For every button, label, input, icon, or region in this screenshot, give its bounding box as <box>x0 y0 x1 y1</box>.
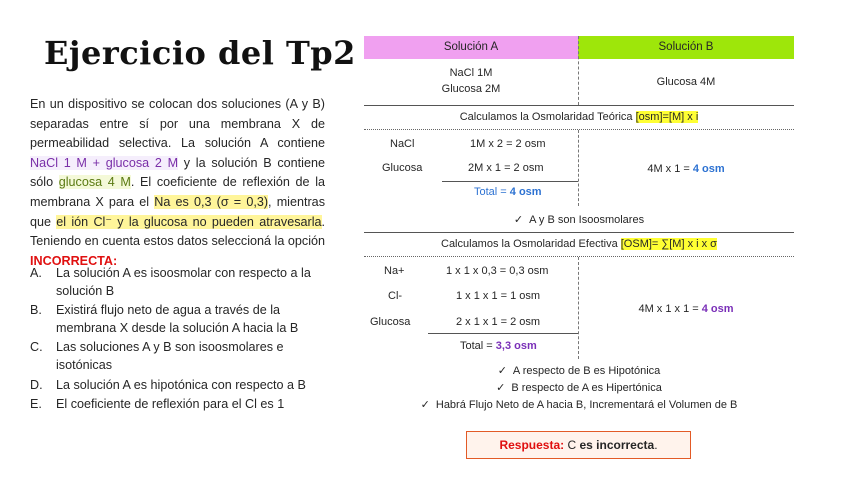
option-b: B. Existirá flujo neto de agua a través de la membrana X desde la solución A hacia la B <box>30 303 299 335</box>
eff-row-calc: 1 x 1 x 0,3 = 0,3 osm <box>446 265 549 277</box>
answer-letter: C <box>564 438 577 452</box>
isoosmolar-conclusion: ✓ A y B son Isoosmolares <box>513 214 645 226</box>
answer-label: Respuesta: <box>499 438 565 452</box>
check-icon: ✓ <box>497 365 507 377</box>
effective-title: Calculamos la Osmolaridad Efectiva [OSM]= ∑[M] x i x σ <box>441 238 717 250</box>
header-solution-a: Solución A <box>364 36 578 59</box>
option-d: D. La solución A es hipotónica con respecto a B <box>30 377 306 392</box>
solution-a-highlight: NaCl 1 M + glucosa 2 M <box>30 155 179 170</box>
option-a: A. La solución A es isoosmolar con respecto a la solución B <box>30 266 311 298</box>
na-coefficient-highlight: Na es 0,3 (σ = 0,3) <box>154 194 269 209</box>
theo-row-calc: 2M x 1 = 2 osm <box>468 162 544 174</box>
divider-line <box>364 105 794 106</box>
page-title: Ejercicio del Tp2 <box>44 34 356 72</box>
eff-row-label: Na+ <box>384 265 405 277</box>
effective-total: Total = 3,3 osm <box>460 340 537 352</box>
impermeable-highlight: el ión Cl⁻ y la glucosa no pueden atravesarla <box>56 214 322 229</box>
theoretical-title: Calculamos la Osmolaridad Teórica [osm]=[M] x i <box>459 111 699 123</box>
options-list <box>30 265 330 416</box>
theo-row-label: Glucosa <box>382 162 423 174</box>
header-solution-b: Solución B <box>578 36 794 59</box>
incorrecta-label: INCORRECTA: <box>30 253 118 268</box>
divider-line <box>364 129 794 130</box>
theoretical-formula: [osm]=[M] x i <box>635 111 699 123</box>
column-divider <box>578 36 579 105</box>
solution-b-content: Glucosa 4M <box>656 76 716 88</box>
answer-text: es incorrecta <box>576 438 655 452</box>
eff-row-calc: 1 x 1 x 1 = 1 osm <box>456 290 541 302</box>
flow-conclusion: ✓ Habrá Flujo Neto de A hacia B, Incrementará el Volumen de B <box>420 399 738 411</box>
answer-box: Respuesta: C es incorrecta. <box>466 431 691 459</box>
solution-a-line2: Glucosa 2M <box>441 83 501 95</box>
eff-row-label: Cl- <box>388 290 403 302</box>
divider-line <box>364 232 794 233</box>
theo-row-calc: 1M x 2 = 2 osm <box>470 138 546 150</box>
option-e: E. El coeficiente de reflexión para el Cl es 1 <box>30 397 285 412</box>
divider-line <box>364 256 794 257</box>
sum-line <box>428 333 578 334</box>
eff-row-label: Glucosa <box>370 316 411 328</box>
sum-line <box>442 181 578 182</box>
effective-formula: [OSM]= ∑[M] x i x σ <box>620 238 717 250</box>
theo-row-label: NaCl <box>390 138 415 150</box>
problem-statement: En un dispositivo se colocan dos soluciones (A y B) separadas entre sí por una membrana X de permeabilidad selectiva. La solución A contiene NaCl 1 M + glucosa 2 M y la solución B contiene sólo glucosa 4 M. El coeficiente de reflexión de la membrana X para el Na es 0,3 (σ = 0,3), mientras que el ión Cl⁻ y la glucosa no pueden atravesarla. Teniendo en cuenta estos datos seleccioná la opción INCORRECTA: <box>30 97 325 268</box>
option-c: C. Las soluciones A y B son isoosmolares e isotónicas <box>30 340 284 372</box>
solution-b-highlight: glucosa 4 M <box>58 175 131 190</box>
hypertonic-conclusion: ✓ B respecto de A es Hipertónica <box>496 382 662 394</box>
hypotonic-conclusion: ✓ A respecto de B es Hipotónica <box>497 365 661 377</box>
theoretical-total: Total = 4 osm <box>474 186 542 198</box>
theoretical-b-calc: 4M x 1 = 4 osm <box>647 163 725 175</box>
check-icon: ✓ <box>420 399 430 411</box>
effective-b-calc: 4M x 1 x 1 = 4 osm <box>638 303 734 315</box>
check-icon: ✓ <box>496 382 506 394</box>
eff-row-calc: 2 x 1 x 1 = 2 osm <box>456 316 541 328</box>
solution-a-line1: NaCl 1M <box>449 67 493 79</box>
check-icon: ✓ <box>513 214 524 226</box>
